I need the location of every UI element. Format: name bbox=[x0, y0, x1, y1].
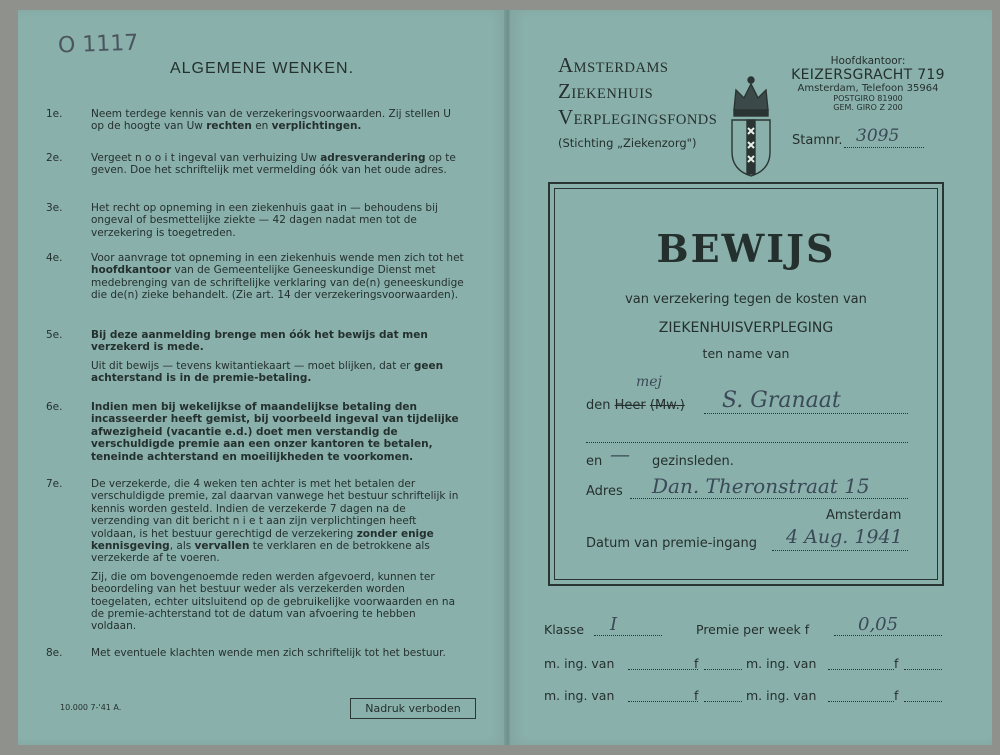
office-label: Hoofdkantoor: bbox=[830, 55, 906, 67]
office-postgiro: POSTGIRO 81900 bbox=[833, 94, 903, 103]
certificate-line-3: ten name van bbox=[702, 346, 790, 361]
hint-item bbox=[46, 647, 464, 659]
hint-number: 5e. bbox=[46, 329, 63, 341]
ming-f-3: f bbox=[694, 688, 699, 703]
ming-label-4: m. ing. van bbox=[746, 688, 817, 703]
ming-label-1: m. ing. van bbox=[544, 656, 615, 671]
klasse-label: Klasse bbox=[544, 622, 585, 637]
office-gem-giro: GEM. GIRO Z 200 bbox=[833, 103, 903, 112]
name-value: S. Granaat bbox=[722, 388, 841, 413]
address-value: Dan. Theronstraat 15 bbox=[652, 474, 870, 498]
hint-text: Neem terdege kennis van de verzekeringsvoorwaarden. Zij stellen U op de hoogte van Uw rechten en verplichtingen. bbox=[91, 108, 451, 133]
klasse-value: I bbox=[610, 614, 618, 635]
ming-label-3: m. ing. van bbox=[544, 688, 615, 703]
members-post: gezinsleden. bbox=[652, 454, 734, 469]
fund-line-3: VERPLEGINGSFONDS bbox=[558, 105, 718, 129]
hints-heading: ALGEMENE WENKEN. bbox=[169, 60, 355, 77]
amsterdam-crest-icon bbox=[726, 72, 776, 182]
name-insert: mej bbox=[636, 374, 662, 390]
premie-value: 0,05 bbox=[858, 614, 899, 635]
office-street: KEIZERSGRACHT 719 bbox=[791, 67, 945, 83]
hint-number: 2e. bbox=[46, 152, 63, 164]
stamnr-label: Stamnr. bbox=[792, 133, 843, 148]
members-pre: en bbox=[586, 454, 603, 469]
address-city: Amsterdam bbox=[826, 508, 902, 523]
reprint-notice: Nadruk verboden bbox=[350, 698, 476, 719]
fund-name bbox=[558, 54, 717, 155]
name-label: den Heer (Mw.) bbox=[586, 398, 685, 413]
hint-text: Voor aanvrage tot opneming in een ziekenhuis wende men zich tot het hoofdkantoor van de Gemeentelijke Geneeskundige Dienst met medebrenging van de schriftelijke verklaring van de(n) geneeskundige die de(n) zieke behandelt. (Zie art. 14 der verzekeringsvoorwaarden). bbox=[91, 252, 464, 302]
hint-number: 6e. bbox=[46, 401, 63, 413]
hint-number: 7e. bbox=[46, 478, 63, 490]
certificate-frame bbox=[548, 182, 944, 586]
fund-line-2: ZIEKENHUIS bbox=[558, 79, 654, 103]
print-code: 10.000 7-'41 A. bbox=[60, 703, 122, 712]
fund-subtitle: (Stichting „Ziekenzorg") bbox=[558, 136, 697, 150]
premie-label: Premie per week f bbox=[696, 622, 810, 637]
certificate-line-1: van verzekering tegen de kosten van bbox=[625, 292, 867, 307]
certificate-title: BEWIJS bbox=[656, 226, 836, 271]
hint-number: 8e. bbox=[46, 647, 63, 659]
certificate-line-2: ZIEKENHUISVERPLEGING bbox=[658, 320, 834, 336]
hint-item bbox=[46, 478, 464, 633]
hint-item bbox=[46, 202, 464, 239]
left-page bbox=[18, 10, 506, 745]
office-city-phone: Amsterdam, Telefoon 35964 bbox=[797, 83, 939, 94]
hint-number: 4e. bbox=[46, 252, 63, 264]
ming-f-2: f bbox=[894, 656, 899, 671]
date-label: Datum van premie-ingang bbox=[586, 536, 757, 551]
right-page bbox=[510, 10, 992, 745]
hint-text: Vergeet n o o i t ingeval van verhuizing Uw adresverandering op te geven. Doe het schriftelijk met vermelding óók van het oude adres. bbox=[91, 152, 456, 177]
hint-item bbox=[46, 152, 464, 177]
address-label: Adres bbox=[586, 484, 623, 499]
date-value: 4 Aug. 1941 bbox=[786, 526, 903, 548]
ming-f-4: f bbox=[894, 688, 899, 703]
ming-f-1: f bbox=[694, 656, 699, 671]
hint-text: De verzekerde, die 4 weken ten achter is met het betalen der verschuldigde premie, zal daarvan vanwege het bestuur schriftelijk in kennis worden gesteld. Indien de verzekerde 7 dagen na de verzending van dit bericht n i e t aan zijn verplichtingen heeft voldaan, is het bestuur gerechtigd de verzekering zonder enige kennisgeving, als vervallen te verklaren en de betrokkene als verzekerde af te voeren. Zij, die om bovengenoemde reden werden afgevoerd, kunnen ter beoordeling van het bestuur weder als verzekerden worden toegelaten, echter uitsluitend op de gebruikelijke voorwaarden en na de premie-achterstand tot de datum van afvoering te hebben voldaan. bbox=[91, 478, 459, 633]
stamnr-line bbox=[844, 147, 924, 148]
hint-text: Bij deze aanmelding brenge men óók het bewijs dat men verzekerd is mede. Uit dit bewijs — tevens kwitantiekaart — moet blijken, dat er geen achterstand is in de premie-betaling. bbox=[91, 329, 444, 385]
head-office bbox=[788, 55, 948, 112]
hint-number: 3e. bbox=[46, 202, 63, 214]
hint-item bbox=[46, 108, 464, 133]
pencil-annotation: O 1117 bbox=[57, 30, 139, 59]
hint-text: Met eventuele klachten wende men zich schriftelijk tot het bestuur. bbox=[91, 647, 446, 659]
hint-item bbox=[46, 401, 464, 463]
ming-label-2: m. ing. van bbox=[746, 656, 817, 671]
stamnr-value: 3095 bbox=[856, 126, 900, 146]
hint-item bbox=[46, 252, 464, 302]
hint-item bbox=[46, 329, 464, 385]
fund-line-1: AMSTERDAMS bbox=[558, 53, 669, 77]
hint-text: Indien men bij wekelijkse of maandelijkse betaling den incasseerder heeft gemist, bij voorbeeld ingeval van tijdelijke afwezigheid (vacantie e.d.) doet men verstandig de verschuldigde premie aan een onzer kantoren te betalen, teneinde achterstand en moeilijkheden te voorkomen. bbox=[91, 401, 459, 463]
members-value: — bbox=[610, 442, 630, 466]
hint-number: 1e. bbox=[46, 108, 63, 120]
hint-text: Het recht op opneming in een ziekenhuis gaat in — behoudens bij ongeval of besmettelijke ziekte — 42 dagen nadat men tot de verzekering is toegetreden. bbox=[91, 202, 438, 239]
